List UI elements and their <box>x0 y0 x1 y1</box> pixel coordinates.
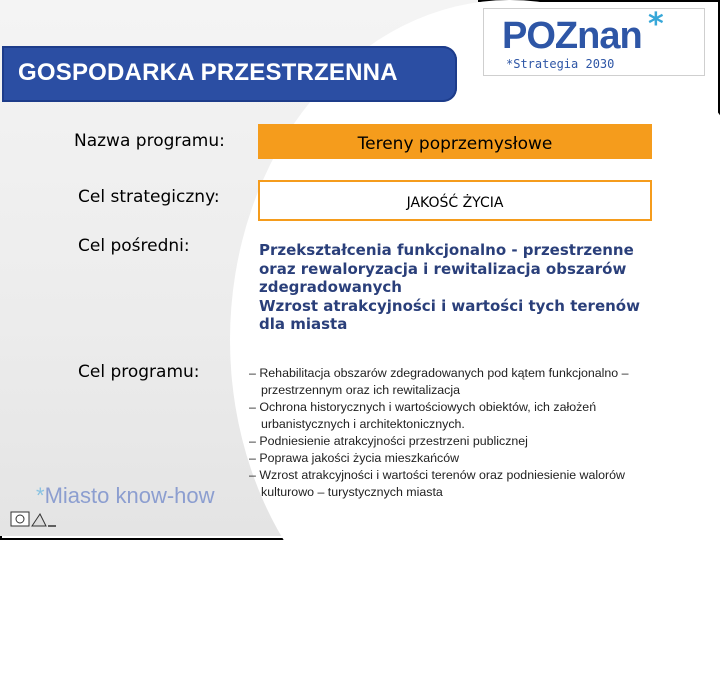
list-item: – Rehabilitacja obszarów zdegradowanych pod kątem funkcjonalno – przestrzennym oraz ich rewitalizacja <box>249 366 629 397</box>
cel-strategiczny-label: Cel strategiczny: <box>78 187 220 207</box>
title-bar <box>2 46 457 102</box>
cel-posredni-line: oraz rewaloryzacja i rewitalizacja obszarów <box>259 259 627 278</box>
cel-posredni-line: Przekształcenia funkcjonalno - przestrzenne <box>259 241 634 259</box>
list-item: – Wzrost atrakcyjności i wartości terenów oraz podniesienie walorów kulturowo – turystycznych miasta <box>249 468 626 499</box>
poznan-logo <box>483 8 705 76</box>
cel-strategiczny-value: JAKOŚĆ ŻYCIA <box>258 180 652 221</box>
nazwa-programu-value: Tereny poprzemysłowe <box>258 124 652 159</box>
document-icon <box>10 508 58 530</box>
brand-text: Miasto know-how <box>44 483 215 508</box>
logo-text: POZnan <box>502 15 642 57</box>
cel-posredni-label: Cel pośredni: <box>78 236 190 256</box>
miasto-know-how-brand <box>36 483 215 509</box>
cel-posredni-text <box>259 241 679 334</box>
logo-subtitle: *Strategia 2030 <box>506 57 615 71</box>
cel-programu-list <box>249 365 679 501</box>
cel-posredni-line: Wzrost atrakcyjności i wartości tych terenów <box>259 296 640 315</box>
nazwa-programu-label: Nazwa programu: <box>74 131 225 151</box>
list-item: – Podniesienie atrakcyjności przestrzeni publicznej <box>249 434 528 448</box>
list-item: – Poprawa jakości życia mieszkańców <box>249 451 460 465</box>
asterisk-icon: * <box>36 483 45 508</box>
list-item: – Ochrona historycznych i wartościowych obiektów, ich założeń urbanistycznych i architektonicznych. <box>249 400 597 431</box>
cel-posredni-line: dla miasta <box>259 315 348 333</box>
cel-posredni-line: zdegradowanych <box>259 278 402 296</box>
asterisk-icon: * <box>648 7 664 42</box>
page-title: GOSPODARKA PRZESTRZENNA <box>18 59 398 86</box>
cel-programu-label: Cel programu: <box>78 362 200 382</box>
